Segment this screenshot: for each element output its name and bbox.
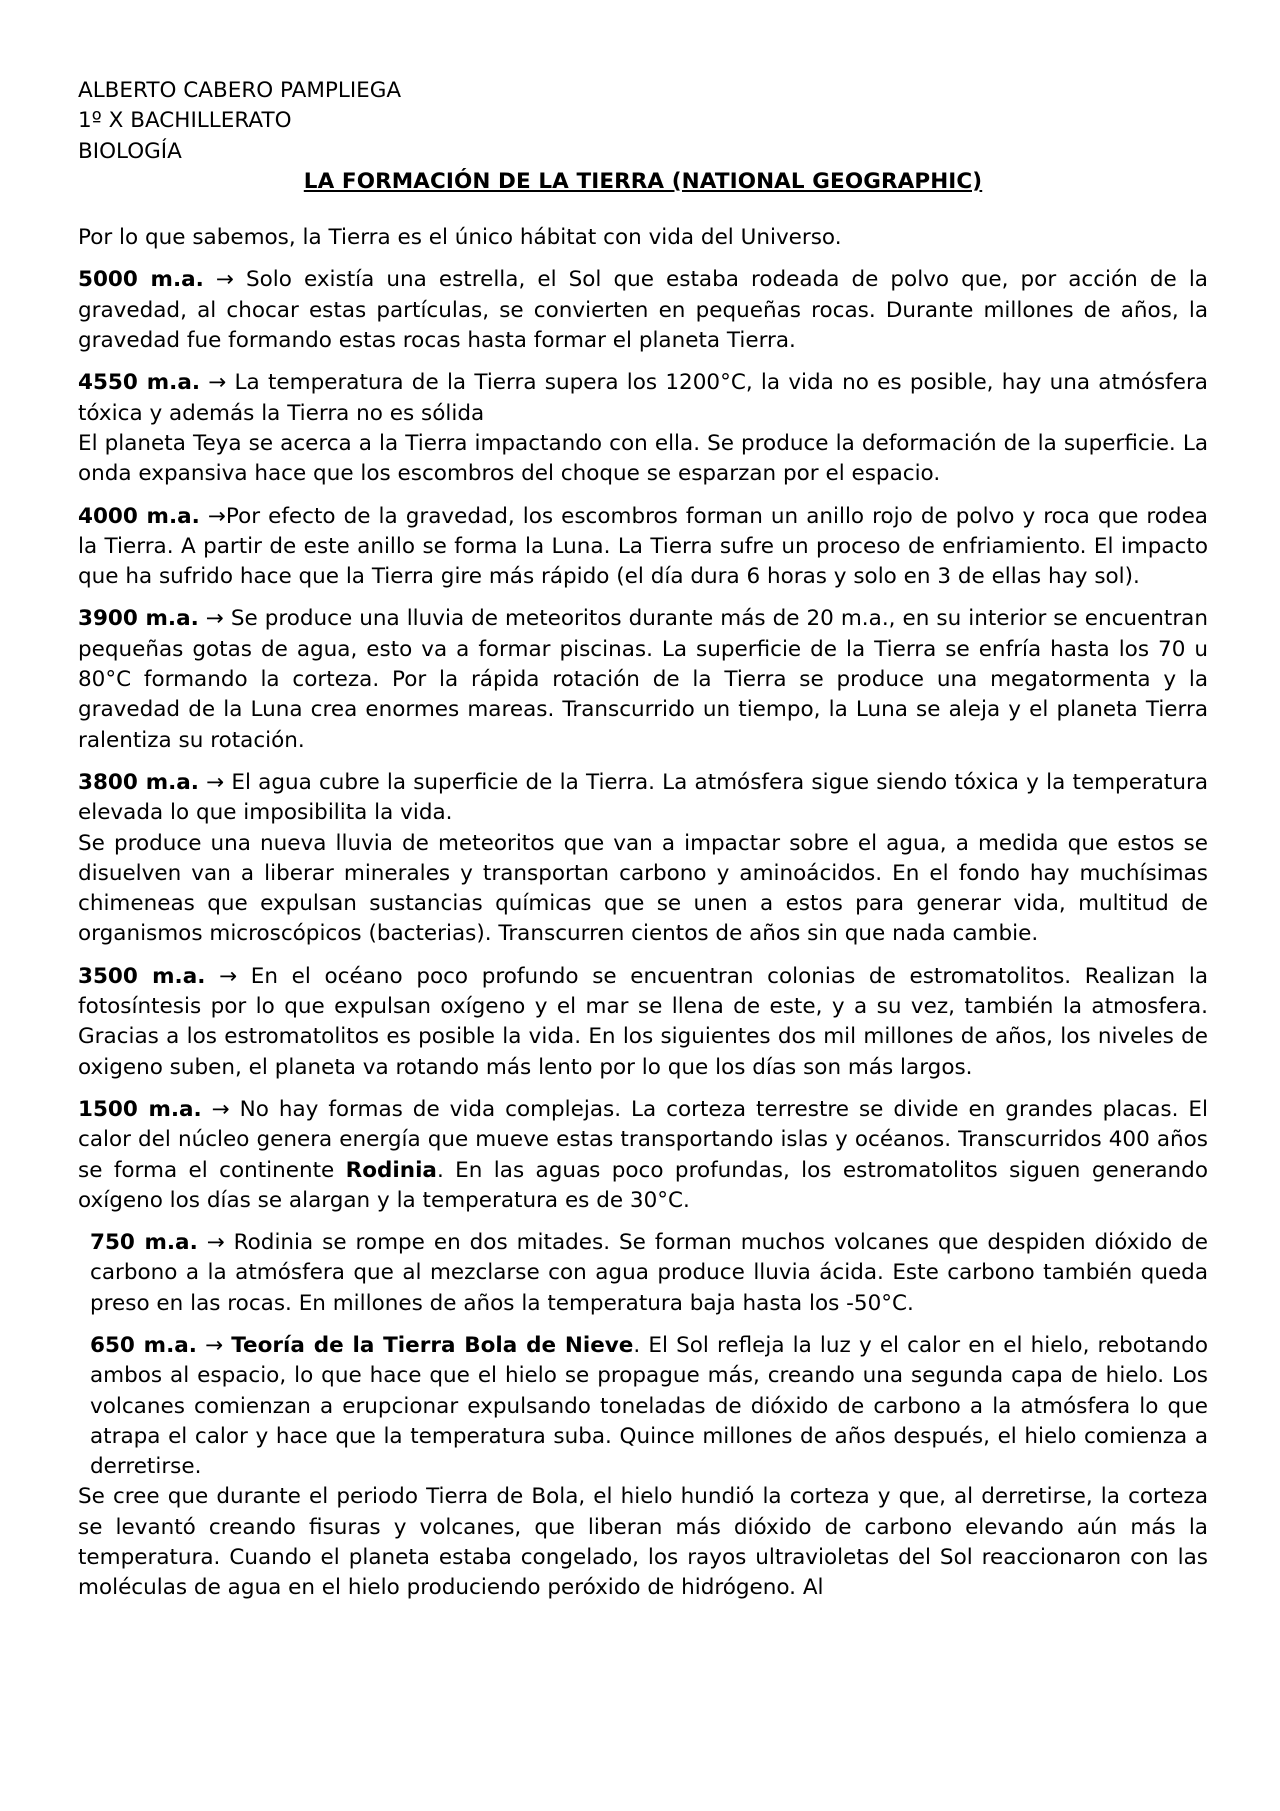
entry-text: Solo existía una estrella, el Sol que estaba rodeada de polvo que, por acción de la gravedad, al chocar estas partículas, se convierten en pequeñas rocas. Durante millones de años, la gravedad fue formando estas rocas hasta formar el planeta Tierra. [78, 267, 1208, 354]
era-label: 750 m.a. [90, 1230, 198, 1256]
timeline-entry-750 [78, 1228, 1208, 1319]
entry-text: Rodinia se rompe en dos mitades. Se forman muchos volcanes que despiden dióxido de carbono a la atmósfera que al mezclarse con agua produce lluvia ácida. Este carbono también queda preso en las rocas. En millones de años la temperatura baja hasta los -50°C. [90, 1230, 1208, 1316]
era-label: 1500 m.a. [78, 1096, 202, 1122]
entry-text: En el océano poco profundo se encuentran colonias de estromatolitos. Realizan la fotosíntesis por lo que expulsan oxígeno y el mar se llena de este, y a su vez, también la atmosfera. Gracias a los estromatolitos es posible la vida. En los siguientes dos mil millones de años, los niveles de oxigeno suben, el planeta va rotando más lento por lo que los días son más largos. [78, 963, 1208, 1080]
timeline-entry-3800 [78, 768, 1208, 950]
arrow-icon: → [205, 1332, 224, 1358]
era-label: 3800 m.a. [78, 769, 199, 795]
subject-name: BIOLOGÍA [78, 138, 182, 164]
entry-text: La temperatura de la Tierra supera los 1200°C, la vida no es posible, hay una atmósfera tóxica y además la Tierra no es sólida [78, 370, 1208, 426]
timeline-entry-650 [78, 1331, 1208, 1604]
timeline-entry-4000 [78, 502, 1208, 593]
entry-text: Se produce una lluvia de meteoritos durante más de 20 m.a., en su interior se encuentran pequeñas gotas de agua, esto va a formar piscinas. La superficie de la Tierra se enfría hasta los 70 u 80°C formando la corteza. Por la rápida rotación de la Tierra se produce una megatormenta y la gravedad de la Luna crea enormes mareas. Transcurrido un tiempo, la Luna se aleja y el planeta Tierra ralentiza su rotación. [78, 606, 1208, 753]
era-label: 4000 m.a. [78, 503, 200, 529]
entry-text-continued: Se produce una nueva lluvia de meteoritos que van a impactar sobre el agua, a medida que estos se disuelven van a liberar minerales y transportan carbono y aminoácidos. En el fondo hay muchísimas chimeneas que expulsan sustancias químicas que se unen a estos para generar vida, multitud de organismos microscópicos (bacterias). Transcurren cientos de años sin que nada cambie. [78, 830, 1208, 947]
intro-paragraph: Por lo que sabemos, la Tierra es el único hábitat con vida del Universo. [78, 225, 842, 251]
theory-name: Teoría de la Tierra Bola de Nieve [231, 1332, 634, 1358]
entry-text: . El Sol refleja la luz y el calor en el hielo, rebotando ambos al espacio, lo que hace que el hielo se propague más, creando una segunda capa de hielo. Los volcanes comienzan a erupcionar expulsando toneladas de dióxido de carbono a la atmósfera lo que atrapa el calor y hace que la temperatura suba. Quince millones de años después, el hielo comienza a derretirse. [90, 1332, 1208, 1480]
arrow-icon: → [206, 769, 225, 795]
timeline-entry-3900 [78, 604, 1208, 755]
timeline-entry-4550 [78, 368, 1208, 489]
entry-text-continued: El planeta Teya se acerca a la Tierra impactando con ella. Se produce la deformación de la superficie. La onda expansiva hace que los escombros del choque se esparzan por el espacio. [78, 430, 1208, 487]
era-label: 650 m.a. [90, 1332, 197, 1358]
era-label: 4550 m.a. [78, 370, 201, 396]
entry-text: Por efecto de la gravedad, los escombros forman un anillo rojo de polvo y roca que rodea la Tierra. A partir de este anillo se forma la Luna. La Tierra sufre un proceso de enfriamiento. El impacto que ha sufrido hace que la Tierra gire más rápido (el día dura 6 horas y solo en 3 de ellas hay sol). [78, 503, 1208, 590]
document-title: LA FORMACIÓN DE LA TIERRA (NATIONAL GEOGRAPHIC) [303, 168, 983, 194]
timeline-entry-1500 [78, 1095, 1208, 1216]
arrow-icon: → [208, 370, 227, 396]
era-label: 3900 m.a. [78, 606, 199, 632]
entry-text: El agua cubre la superficie de la Tierra. La atmósfera sigue siendo tóxica y la temperatura elevada lo que imposibilita la vida. [78, 769, 1209, 826]
arrow-icon: → [205, 606, 224, 632]
arrow-icon: → [211, 1096, 230, 1122]
entry-text-end: . En las aguas poco profundas, los estromatolitos siguen generando oxígeno los días se alargan y la temperatura es de 30°C. [78, 1157, 1208, 1213]
entry-text: No hay formas de vida complejas. La corteza terrestre se divide en grandes placas. El calor del núcleo genera energía que mueve estas transportando islas y océanos. Transcurridos 400 años se forma el continente [78, 1096, 1208, 1183]
document-page [78, 76, 1208, 1616]
course-name: 1º X BACHILLERATO [78, 108, 292, 134]
author-name: ALBERTO CABERO PAMPLIEGA [78, 78, 402, 103]
arrow-icon: → [215, 267, 234, 293]
era-label: 3500 m.a. [78, 963, 206, 989]
continent-name: Rodinia [345, 1157, 437, 1183]
arrow-icon: → [219, 963, 238, 989]
era-label: 5000 m.a. [78, 267, 204, 293]
entry-text-continued: Se cree que durante el periodo Tierra de Bola, el hielo hundió la corteza y que, al derretirse, la corteza se levantó creando fisuras y volcanes, que liberan más dióxido de carbono elevando aún más la temperatura. Cuando el planeta estaba congelado, los rayos ultravioletas del Sol reaccionaron con las moléculas de agua en el hielo produciendo peróxido de hidrógeno. Al [78, 1484, 1208, 1601]
arrow-icon: → [207, 503, 226, 529]
timeline-entry-5000 [78, 265, 1208, 356]
timeline-entry-3500 [78, 962, 1208, 1083]
arrow-icon: → [206, 1230, 225, 1256]
